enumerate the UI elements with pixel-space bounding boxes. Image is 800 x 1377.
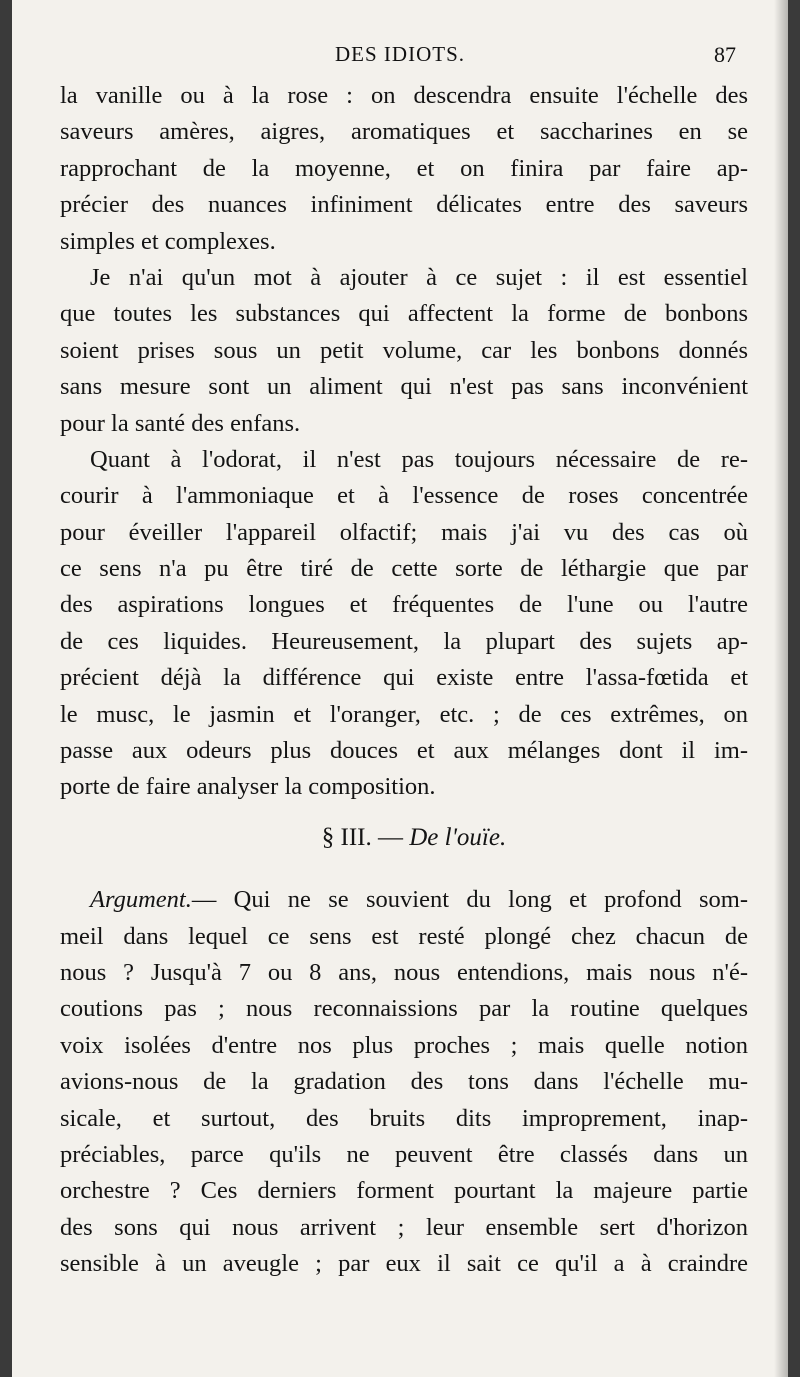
text-line: que toutes les substances qui affectent la forme de bonbons [60, 300, 748, 328]
text-line: la vanille ou à la rose : on descendra ensuite l'échelle des [60, 82, 748, 109]
text-line: sensible à un aveugle ; par eux il sait ce qu'il a à craindre [60, 1250, 748, 1278]
section-heading [60, 820, 748, 856]
text-line: sicale, et surtout, des bruits dits improprement, inap- [60, 1104, 748, 1132]
text-line: passe aux odeurs plus douces et aux mélanges dont il im- [60, 737, 748, 765]
text-line: des sons qui nous arrivent ; leur ensemble sert d'horizon [60, 1213, 748, 1241]
page-body [60, 78, 748, 1283]
page-edge-shadow [774, 0, 788, 1377]
text-line: orchestre ? Ces derniers forment pourtant la majeure partie [60, 1177, 748, 1205]
text-line: courir à l'ammoniaque et à l'essence de roses concentrée [60, 482, 748, 510]
text-line: avions-nous de la gradation des tons dans l'échelle mu- [60, 1068, 748, 1096]
text-line: Je n'ai qu'un mot à ajouter à ce sujet : il est essentiel [90, 263, 748, 291]
text-line: meil dans lequel ce sens est resté plongé chez chacun de [60, 922, 748, 950]
section-number: § III. [321, 823, 372, 851]
page-header [12, 38, 788, 68]
text-line: porte de faire analyser la composition. [60, 773, 436, 801]
text-line: de ces liquides. Heureusement, la plupart des sujets ap- [60, 627, 748, 655]
running-head: DES IDIOTS. [335, 42, 465, 66]
page-number: 87 [714, 42, 736, 67]
text-line: rapprochant de la moyenne, et on finira par faire ap- [60, 154, 748, 182]
text-line: simples et complexes. [60, 227, 276, 255]
argument-paragraph [60, 882, 748, 1282]
paragraph-3 [60, 442, 748, 806]
text-line: précier des nuances infiniment délicates entre des saveurs [60, 191, 748, 219]
text-line: voix isolées d'entre nos plus proches ; mais quelle notion [60, 1031, 748, 1059]
text-line: Quant à l'odorat, il n'est pas toujours nécessaire de re- [90, 445, 748, 473]
text-line: des aspirations longues et fréquentes de l'une ou l'autre [60, 591, 748, 619]
text-line: précient déjà la différence qui existe entre l'assa-fœtida et [60, 664, 748, 692]
section-dash: — [371, 823, 410, 851]
text-line: sans mesure sont un aliment qui n'est pas sans inconvénient [60, 373, 748, 401]
argument-first-line: — Qui ne se souvient du long et profond som- [191, 886, 748, 914]
text-line: nous ? Jusqu'à 7 ou 8 ans, nous entendions, mais nous n'é- [60, 958, 748, 986]
text-line: saveurs amères, aigres, aromatiques et saccharines en se [60, 118, 748, 146]
argument-label: Argument. [90, 886, 192, 914]
text-line: pour la santé des enfans. [60, 409, 301, 437]
text-line: préciables, parce qu'ils ne peuvent être classés dans un [60, 1140, 748, 1168]
paragraph-1 [60, 78, 748, 260]
text-line: le musc, le jasmin et l'oranger, etc. ; de ces extrêmes, on [60, 700, 748, 728]
text-line: soient prises sous un petit volume, car les bonbons donnés [60, 336, 748, 364]
paragraph-2 [60, 260, 748, 442]
text-line: pour éveiller l'appareil olfactif; mais j'ai vu des cas où [60, 518, 748, 546]
section-title: De l'ouïe. [409, 823, 507, 851]
book-page [12, 0, 788, 1377]
text-line: ce sens n'a pu être tiré de cette sorte de léthargie que par [60, 555, 748, 583]
text-line: coutions pas ; nous reconnaissions par la routine quelques [60, 995, 748, 1023]
text-line [60, 882, 748, 918]
